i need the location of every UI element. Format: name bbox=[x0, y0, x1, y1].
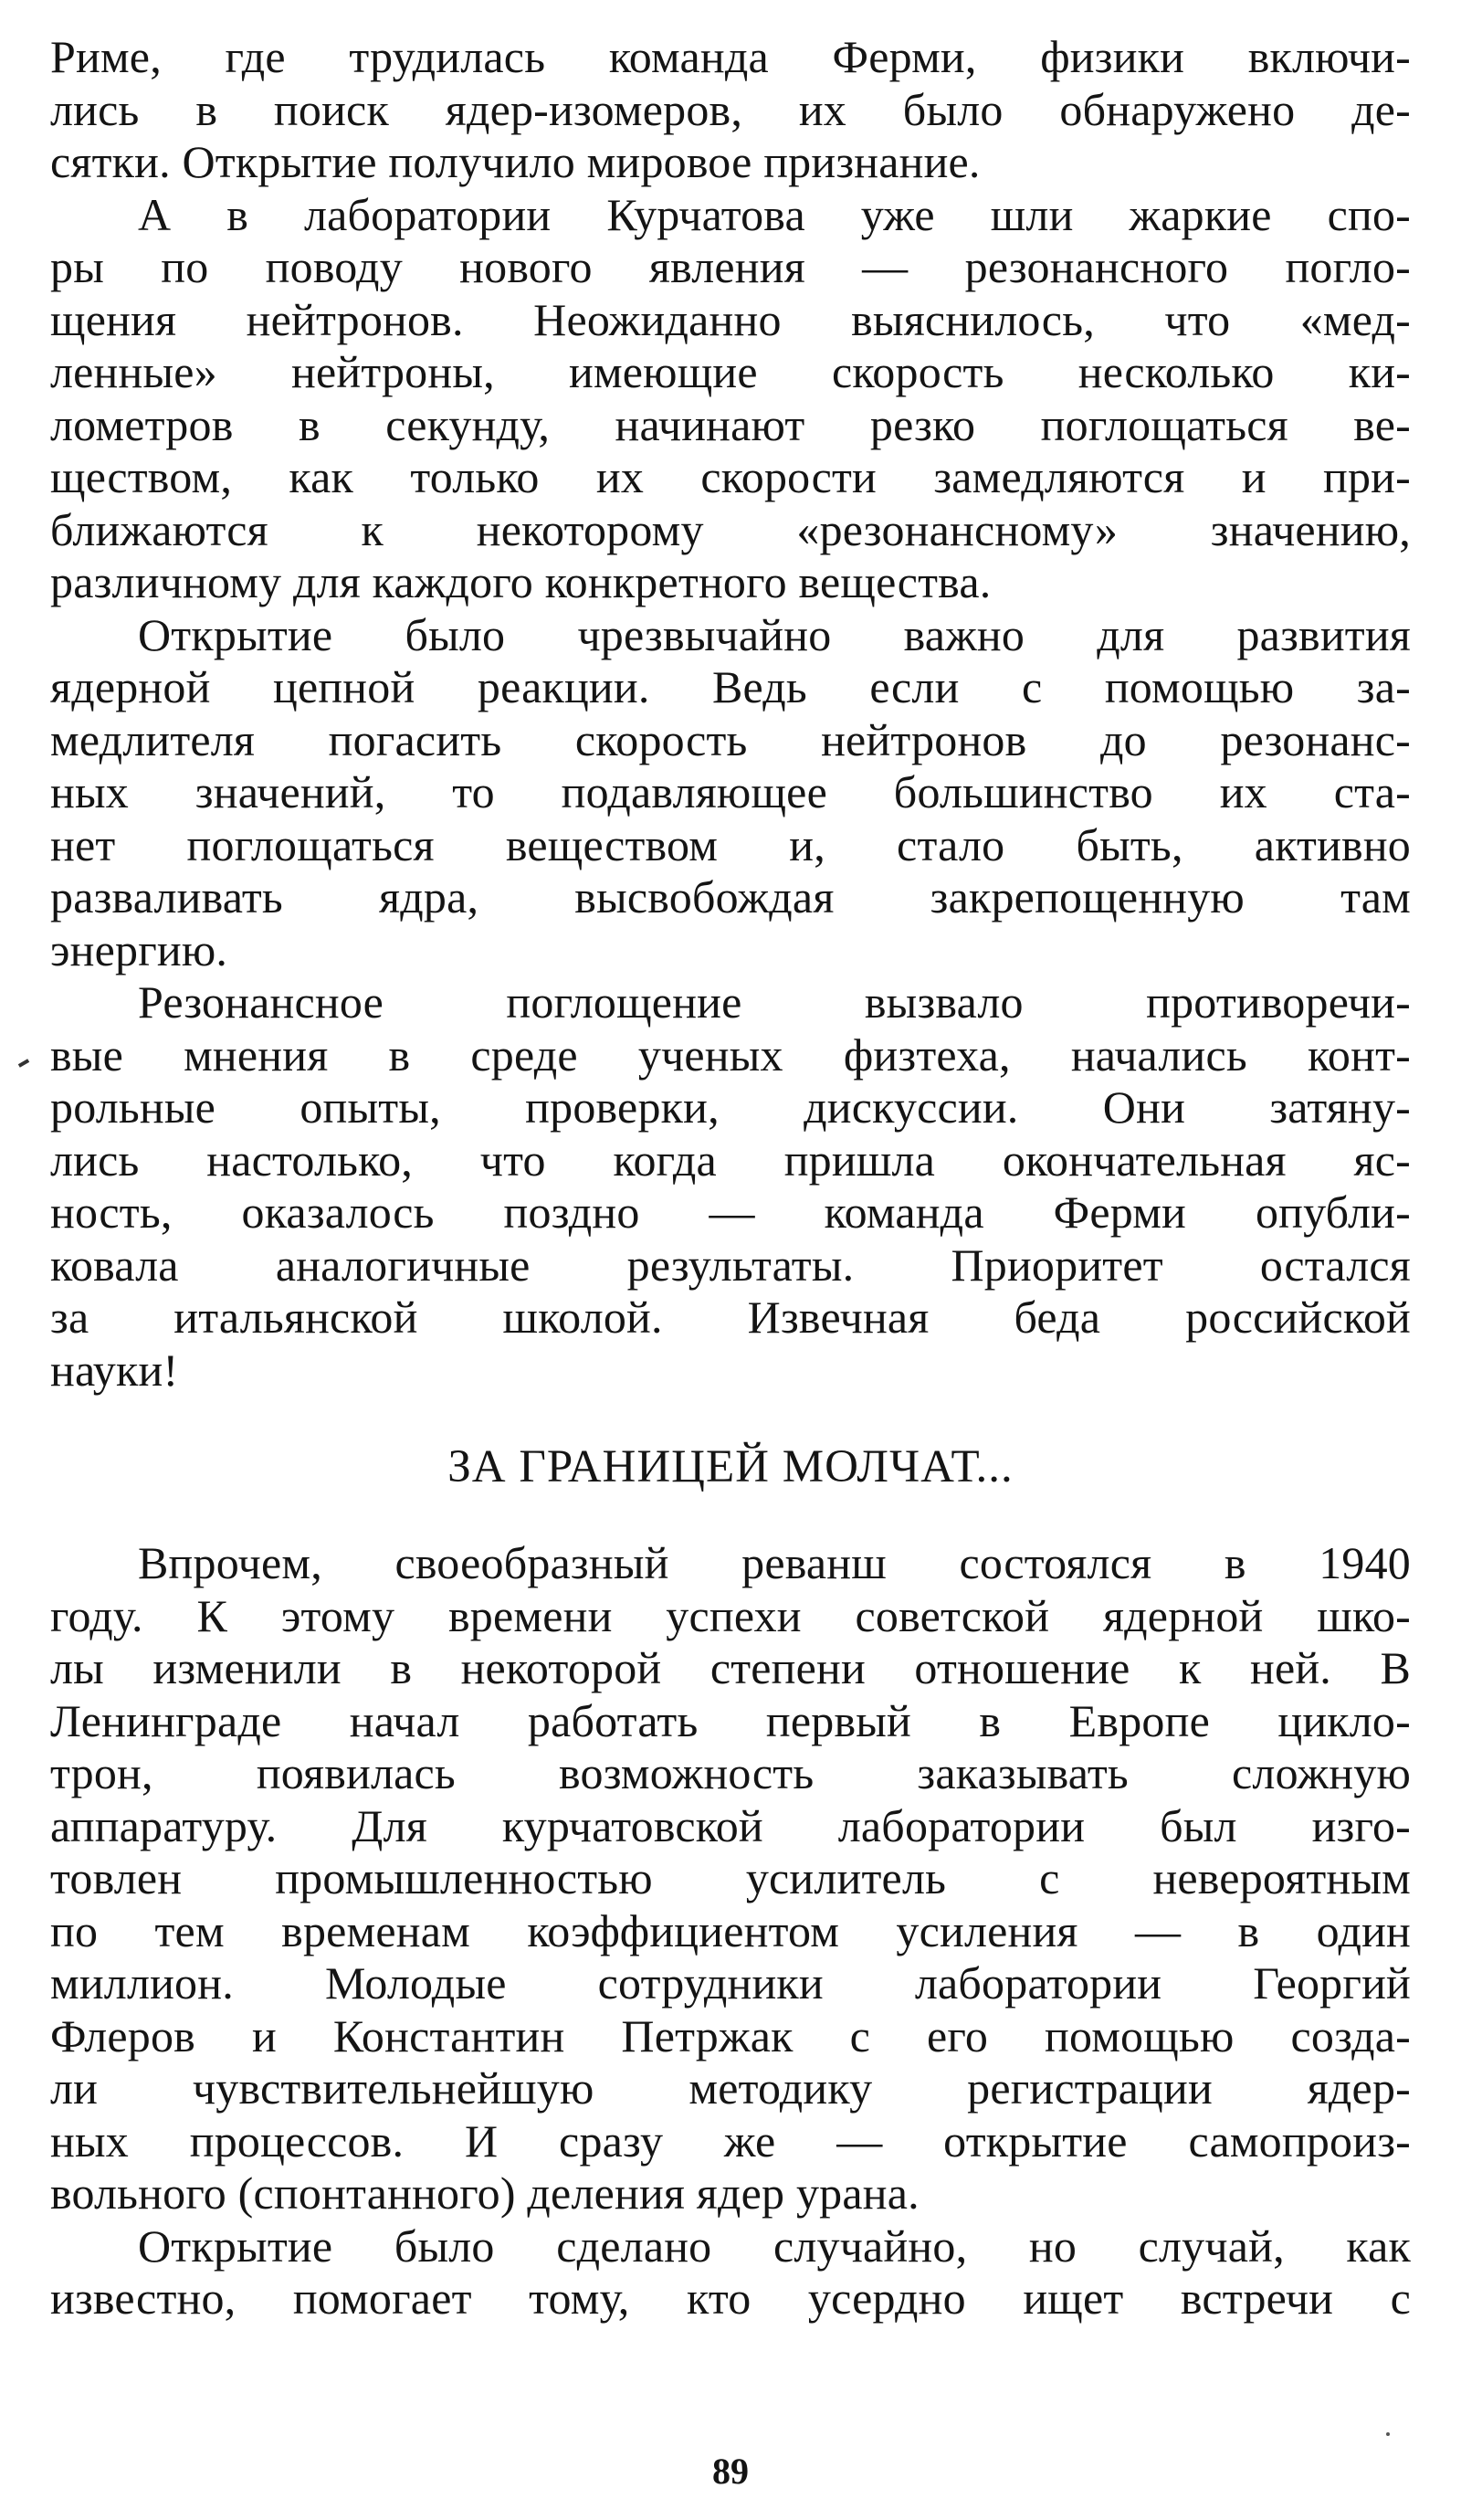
text-line: за итальянской школой. Извечная беда российской bbox=[50, 1292, 1411, 1343]
text-line: разваливать ядра, высвобождая закрепощенную там bbox=[50, 871, 1411, 923]
text-line: лись в поиск ядер-изомеров, их было обнаружено де- bbox=[50, 83, 1411, 135]
text-line: ных процессов. И сразу же — открытие самопроиз- bbox=[50, 2114, 1411, 2167]
text-line: аппаратуру. Для курчатовской лаборатории был изго- bbox=[50, 1799, 1411, 1851]
text-line: Впрочем, своеобразный реванш состоялся в 1940 bbox=[138, 1537, 1411, 1588]
paragraph bbox=[50, 609, 1411, 977]
scan-mark bbox=[1386, 2432, 1390, 2436]
text-line: науки! bbox=[50, 1344, 179, 1396]
text-line: Открытие было сделано случайно, но случай, как bbox=[138, 2219, 1411, 2272]
text-line: рольные опыты, проверки, дискуссии. Они затяну- bbox=[50, 1081, 1411, 1133]
paragraph bbox=[50, 31, 1411, 189]
text-line: ядерной цепной реакции. Ведь если с помощью за- bbox=[50, 661, 1411, 712]
scan-mark bbox=[18, 1059, 29, 1067]
text-line: ры по поводу нового явления — резонансного погло- bbox=[50, 241, 1411, 292]
text-line: Ленинграде начал работать первый в Европе цикло- bbox=[50, 1694, 1411, 1746]
paragraph bbox=[50, 1537, 1411, 2220]
text-line: миллион. Молодые сотрудники лаборатории Георгий bbox=[50, 1957, 1411, 2009]
text-line: А в лаборатории Курчатова уже шли жаркие спо- bbox=[138, 188, 1411, 240]
text-line: Риме, где трудилась команда Ферми, физики включи- bbox=[50, 31, 1411, 82]
text-line: ленные» нейтроны, имеющие скорость несколько ки- bbox=[50, 346, 1411, 397]
text-line: ных значений, то подавляющее большинство их ста- bbox=[50, 766, 1411, 817]
text-line: нет поглощаться веществом и, стало быть, активно bbox=[50, 818, 1411, 870]
text-line: различному для каждого конкретного вещества. bbox=[50, 556, 992, 607]
text-line: сятки. Открытие получило мировое признание. bbox=[50, 136, 981, 187]
text-line: известно, помогает тому, кто усердно ищет встречи с bbox=[50, 2272, 1411, 2324]
paragraph bbox=[50, 189, 1411, 609]
paragraph bbox=[50, 2220, 1411, 2325]
text-line: товлен промышленностью усилитель с невероятным bbox=[50, 1852, 1411, 1903]
page-text bbox=[50, 31, 1411, 2325]
text-line: лись настолько, что когда пришла окончательная яс- bbox=[50, 1133, 1411, 1186]
text-line: лометров в секунду, начинают резко поглощаться ве- bbox=[50, 398, 1411, 450]
text-line: Резонансное поглощение вызвало противоречи- bbox=[138, 976, 1411, 1028]
text-line: ближаются к некоторому «резонансному» значению, bbox=[50, 503, 1411, 555]
text-line: Открытие было чрезвычайно важно для развития bbox=[138, 608, 1411, 660]
text-line: Флеров и Константин Петржак с его помощью созда- bbox=[50, 2009, 1411, 2061]
text-line: ществом, как только их скорости замедляются и при- bbox=[50, 451, 1411, 502]
section-heading: ЗА ГРАНИЦЕЙ МОЛЧАТ... bbox=[447, 1441, 1014, 1492]
text-line: трон, появилась возможность заказывать сложную bbox=[50, 1747, 1411, 1798]
text-line: вольного (спонтанного) деления ядер урана. bbox=[50, 2167, 920, 2219]
text-line: ность, оказалось поздно — команда Ферми опубли- bbox=[50, 1186, 1411, 1238]
page-number: 89 bbox=[712, 2451, 749, 2492]
text-line: медлителя погасить скорость нейтронов до резонанс- bbox=[50, 713, 1411, 765]
text-line: ковала аналогичные результаты. Приоритет остался bbox=[50, 1239, 1411, 1291]
text-line: ли чувствительнейшую методику регистрации ядер- bbox=[50, 2062, 1411, 2114]
paragraph bbox=[50, 976, 1411, 1397]
text-line: лы изменили в некоторой степени отношение к ней. В bbox=[50, 1642, 1411, 1693]
text-line: по тем временам коэффициентом усиления — в один bbox=[50, 1904, 1411, 1956]
text-line: году. К этому времени успехи советской ядерной шко- bbox=[50, 1589, 1411, 1641]
text-line: щения нейтронов. Неожиданно выяснилось, что «мед- bbox=[50, 293, 1411, 345]
text-line: энергию. bbox=[50, 923, 228, 975]
text-line: вые мнения в среде ученых физтеха, начались конт- bbox=[50, 1028, 1411, 1081]
